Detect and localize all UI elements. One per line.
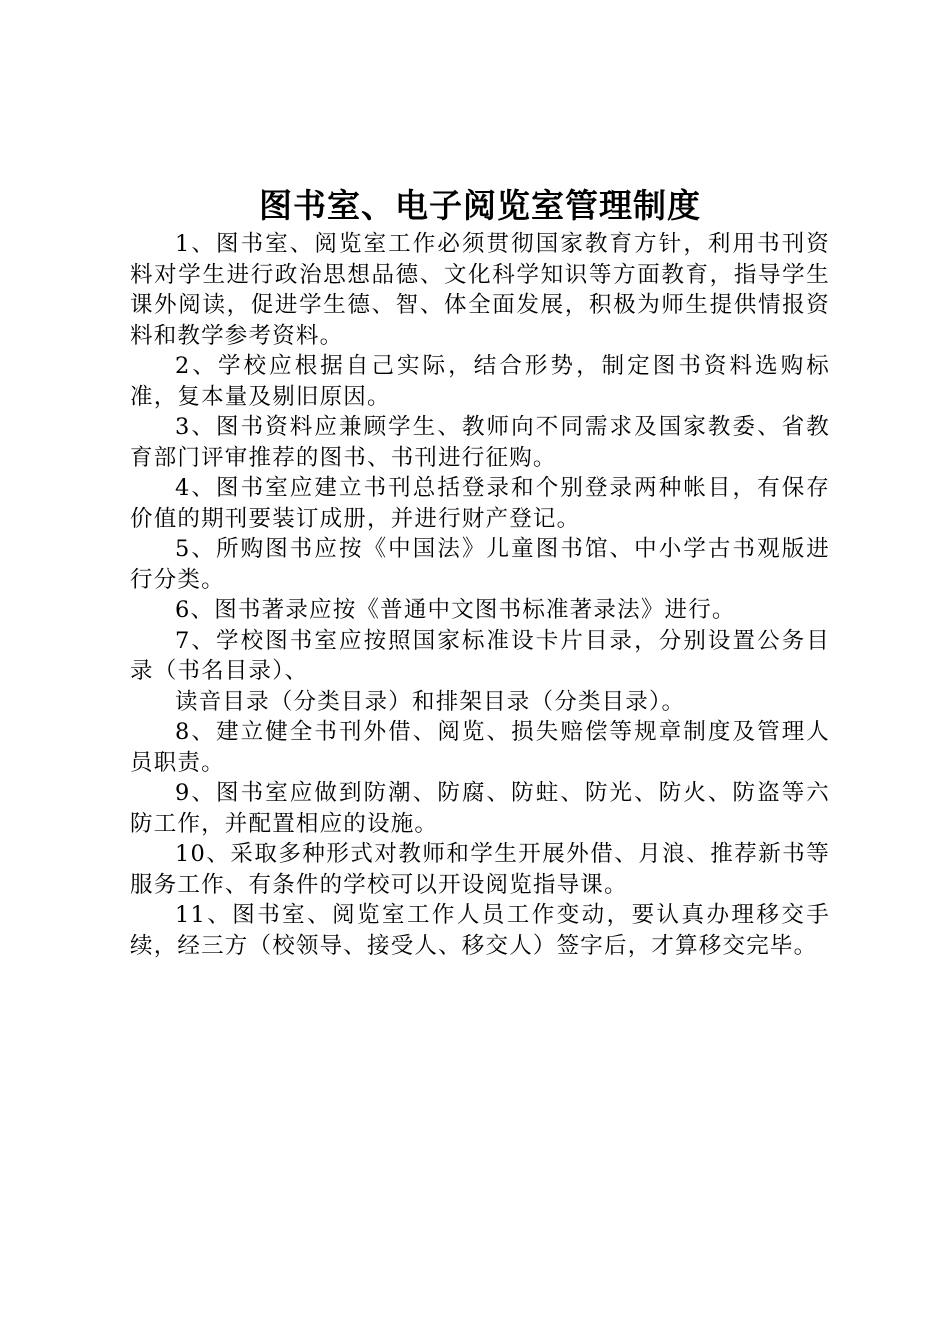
paragraph-7-continued: 读音目录（分类目录）和排架目录（分类目录）。	[175, 688, 686, 715]
paragraph-10: 10、采取多种形式对教师和学生开展外借、月浪、推荐新书等服务工作、有条件的学校可以开设阅览指导课。	[130, 841, 830, 898]
paragraph-4: 4、图书室应建立书刊总括登录和个别登录两种帐目，有保存价值的期刊要装订成册，并进行财产登记。	[130, 475, 830, 532]
document-title: 图书室、电子阅览室管理制度	[259, 186, 701, 225]
paragraph-5: 5、所购图书应按《中国法》儿童图书馆、中小学古书观版进行分类。	[130, 536, 830, 593]
paragraph-7: 7、学校图书室应按照国家标准设卡片目录，分别设置公务目录（书名目录）、	[130, 627, 830, 684]
paragraph-1: 1、图书室、阅览室工作必须贯彻国家教育方针，利用书刊资料对学生进行政治思想品德、文化科学知识等方面教育，指导学生课外阅读，促进学生德、智、体全面发展，积极为师生提供情报资料和教学参考资料。	[130, 231, 830, 349]
paragraph-2: 2、学校应根据自己实际，结合形势，制定图书资料选购标准，复本量及剔旧原因。	[130, 353, 830, 410]
paragraph-8: 8、建立健全书刊外借、阅览、损失赔偿等规章制度及管理人员职责。	[130, 719, 830, 776]
paragraph-3: 3、图书资料应兼顾学生、教师向不同需求及国家教委、省教育部门评审推荐的图书、书刊进行征购。	[130, 414, 830, 471]
paragraph-11: 11、图书室、阅览室工作人员工作变动，要认真办理移交手续，经三方（校领导、接受人、移交人）签字后，才算移交完毕。	[130, 902, 830, 959]
document-body	[130, 229, 830, 961]
document-page	[130, 183, 830, 961]
paragraph-9: 9、图书室应做到防潮、防腐、防蛀、防光、防火、防盗等六防工作，并配置相应的设施。	[130, 780, 830, 837]
paragraph-6: 6、图书著录应按《普通中文图书标准著录法》进行。	[175, 597, 736, 623]
